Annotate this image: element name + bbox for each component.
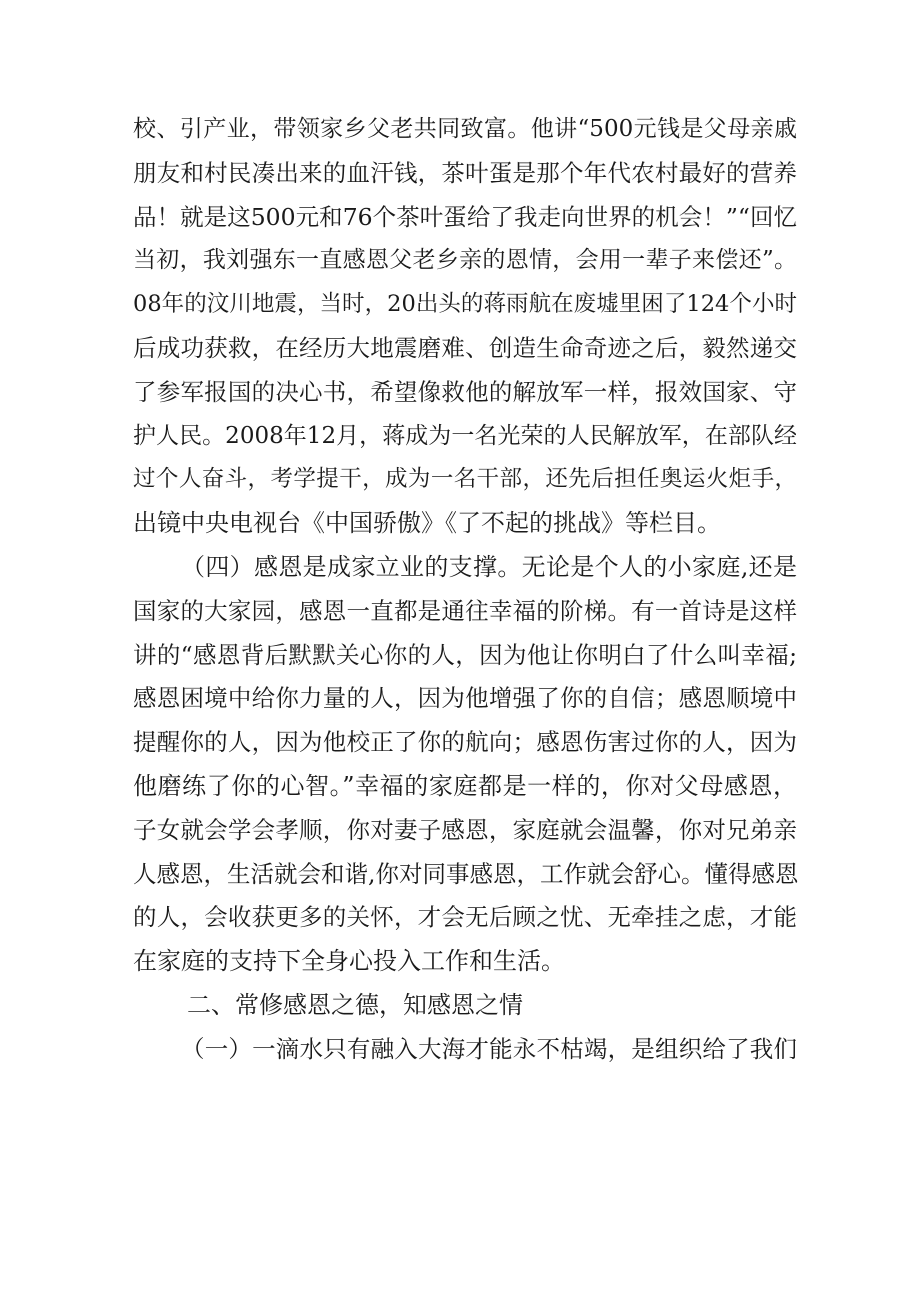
- paragraph-line: 子女就会学会孝顺，你对妻子感恩，家庭就会温馨，你对兄弟亲: [133, 815, 797, 844]
- paragraph-line: 校、引产业，带领家乡父老共同致富。他讲“500元钱是父母亲戚: [133, 116, 797, 142]
- paragraph-line: 讲的“感恩背后默默关心你的人，因为他让你明白了什么叫幸福;: [133, 640, 797, 669]
- paragraph-line: 品！就是这500元和76个茶叶蛋给了我走向世界的机会！”“回忆: [133, 202, 797, 231]
- paragraph-line: 出镜中央电视台《中国骄傲》《了不起的挑战》等栏目。: [133, 509, 721, 538]
- paragraph-line: 护人民。2008年12月，蒋成为一名光荣的人民解放军，在部队经: [133, 422, 797, 449]
- paragraph-line: 过个人奋斗，考学提干，成为一名干部，还先后担任奥运火炬手，: [133, 466, 797, 493]
- paragraph-line: 他磨练了你的心智。”幸福的家庭都是一样的，你对父母感恩，: [133, 771, 797, 800]
- paragraph-line: 08年的汶川地震，当时，20出头的蒋雨航在废墟里困了124个小时: [133, 291, 797, 318]
- paragraph-line: 国家的大家园，感恩一直都是通往幸福的阶梯。有一首诗是这样: [133, 596, 797, 625]
- paragraph-line: （四）感恩是成家立业的支撑。无论是个人的小家庭,还是: [181, 552, 797, 581]
- paragraph-line: 感恩困境中给你力量的人，因为他增强了你的自信；感恩顺境中: [133, 684, 797, 713]
- paragraph-line: 当初，我刘强东一直感恩父老乡亲的恩情，会用一辈子来偿还”。: [133, 247, 797, 274]
- document-body: [133, 108, 797, 1072]
- section-heading: 二、常修感恩之德，知感恩之情: [187, 990, 523, 1019]
- paragraph-line: （一）一滴水只有融入大海才能永不枯竭，是组织给了我们: [181, 1034, 797, 1063]
- paragraph-line: 在家庭的支持下全身心投入工作和生活。: [133, 947, 565, 976]
- paragraph-line: 的人，会收获更多的关怀，才会无后顾之忧、无牵挂之虑，才能: [133, 903, 797, 932]
- paragraph-line: 人感恩，生活就会和谐,你对同事感恩，工作就会舒心。懂得感恩: [133, 859, 799, 888]
- paragraph-line: 提醒你的人，因为他校正了你的航向；感恩伤害过你的人，因为: [133, 728, 797, 757]
- paragraph-line: 后成功获救，在经历大地震磨难、创造生命奇迹之后，毅然递交: [133, 333, 797, 362]
- paragraph-line: 了参军报国的决心书，希望像救他的解放军一样，报效国家、守: [133, 377, 797, 406]
- paragraph-line: 朋友和村民凑出来的血汗钱，茶叶蛋是那个年代农村最好的营养: [133, 158, 797, 187]
